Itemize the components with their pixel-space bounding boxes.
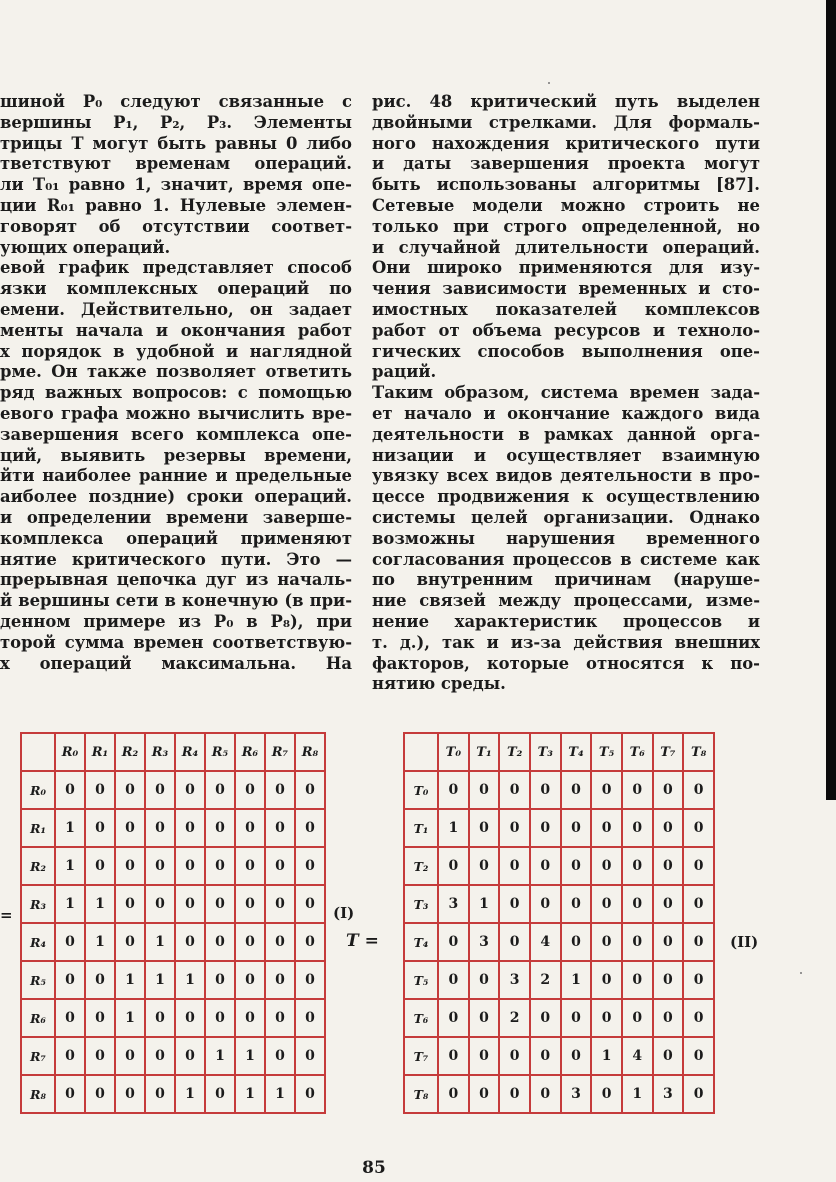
matrix-cell: 1 <box>469 885 500 923</box>
matrix-cell: 0 <box>115 809 145 847</box>
text-line: двойными стрелками. Для формаль- <box>372 112 760 132</box>
matrix-cell: 1 <box>85 885 115 923</box>
matrix-cell: 0 <box>591 847 622 885</box>
matrix-cell: 0 <box>115 847 145 885</box>
text-line: аиболее поздние) сроки операций. <box>0 487 352 507</box>
matrix-row-header: T₂ <box>404 847 438 885</box>
matrix-cell: 0 <box>295 1037 325 1075</box>
matrix-cell: 0 <box>683 809 714 847</box>
matrix-cell: 0 <box>205 1075 235 1113</box>
matrix-cell: 0 <box>653 923 684 961</box>
matrix-cell: 0 <box>653 809 684 847</box>
matrix-cell: 0 <box>653 847 684 885</box>
matrix-row <box>404 1037 714 1075</box>
matrix-cell: 0 <box>469 847 500 885</box>
matrix-cell: 1 <box>235 1075 265 1113</box>
text-line: нятию среды. <box>372 674 506 694</box>
text-line: йти наиболее ранние и предельные <box>0 466 352 486</box>
matrix-cell: 0 <box>469 1075 500 1113</box>
matrix-cell: 0 <box>235 961 265 999</box>
matrix-r-equals-sign: = <box>0 906 13 924</box>
left-text-column <box>0 92 352 674</box>
matrix-cell: 0 <box>591 923 622 961</box>
matrix-cell: 0 <box>438 1037 469 1075</box>
text-line: ли T₀₁ равно 1, значит, время опе- <box>0 175 352 195</box>
matrix-cell: 0 <box>530 1075 561 1113</box>
matrix-row <box>404 809 714 847</box>
matrix-cell: 0 <box>530 885 561 923</box>
matrix-cell: 0 <box>175 999 205 1037</box>
matrix-column-header: T₃ <box>530 733 561 771</box>
matrix-cell: 0 <box>175 923 205 961</box>
matrix-cell: 1 <box>622 1075 653 1113</box>
matrix-cell: 0 <box>115 885 145 923</box>
text-line: язки комплексных операций по <box>0 279 352 299</box>
matrix-column-header: T₆ <box>622 733 653 771</box>
matrix-cell: 1 <box>145 923 175 961</box>
matrix-cell: 0 <box>499 847 530 885</box>
matrix-column-header: R₇ <box>265 733 295 771</box>
matrix-cell: 0 <box>265 809 295 847</box>
matrix-cell: 0 <box>205 771 235 809</box>
matrix-cell: 1 <box>85 923 115 961</box>
text-line: говорят об отсутствии соответ- <box>0 216 352 236</box>
matrix-cell: 0 <box>683 1075 714 1113</box>
text-line: Сетевые модели можно строить не <box>372 195 760 215</box>
matrix-corner-cell <box>404 733 438 771</box>
matrix-cell: 0 <box>55 961 85 999</box>
matrix-cell: 0 <box>530 847 561 885</box>
matrix-row <box>21 771 325 809</box>
matrix-column-header: R₁ <box>85 733 115 771</box>
matrix-r-table <box>20 732 326 1114</box>
matrix-cell: 1 <box>265 1075 295 1113</box>
matrix-cell: 0 <box>115 923 145 961</box>
text-line: по внутренним причинам (наруше- <box>372 570 760 590</box>
matrix-row <box>21 1075 325 1113</box>
matrix-cell: 0 <box>561 809 592 847</box>
text-line: ряд важных вопросов: с помощью <box>0 383 352 403</box>
matrix-cell: 0 <box>205 809 235 847</box>
matrix-column-header: T₇ <box>653 733 684 771</box>
matrix-cell: 0 <box>295 961 325 999</box>
text-line: евого графа можно вычислить вре- <box>0 403 352 423</box>
matrix-cell: 1 <box>55 809 85 847</box>
matrix-row-header: T₀ <box>404 771 438 809</box>
text-line: прерывная цепочка дуг из началь- <box>0 570 352 590</box>
matrix-cell: 0 <box>85 809 115 847</box>
matrix-row <box>404 999 714 1037</box>
matrix-cell: 0 <box>175 847 205 885</box>
matrix-cell: 0 <box>653 961 684 999</box>
matrix-column-header: R₂ <box>115 733 145 771</box>
matrix-t-symbol: T = <box>346 931 379 951</box>
matrix-cell: 0 <box>235 885 265 923</box>
matrix-cell: 0 <box>683 771 714 809</box>
matrix-cell: 0 <box>622 847 653 885</box>
text-line: возможны нарушения временного <box>372 528 760 548</box>
matrix-cell: 0 <box>55 1075 85 1113</box>
matrix-cell: 0 <box>295 847 325 885</box>
text-line: деятельности в рамках данной орга- <box>372 424 760 444</box>
matrix-cell: 4 <box>622 1037 653 1075</box>
matrix-cell: 0 <box>55 999 85 1037</box>
matrix-cell: 0 <box>683 961 714 999</box>
text-line: ций, выявить резервы времени, <box>0 445 352 465</box>
text-line: х порядок в удобной и наглядной <box>0 341 352 361</box>
matrix-row-header: R₇ <box>21 1037 55 1075</box>
matrix-cell: 0 <box>55 1037 85 1075</box>
text-line: имостных показателей комплексов <box>372 299 760 319</box>
text-line: нение характеристик процессов и <box>372 611 760 631</box>
matrix-cell: 0 <box>591 885 622 923</box>
text-line: рис. 48 критический путь выделен <box>372 92 760 111</box>
matrix-column-header: R₆ <box>235 733 265 771</box>
matrix-cell: 0 <box>438 847 469 885</box>
matrix-cell: 0 <box>499 809 530 847</box>
matrix-cell: 0 <box>55 923 85 961</box>
matrix-cell: 0 <box>265 847 295 885</box>
matrix-row-header: T₅ <box>404 961 438 999</box>
matrix-cell: 0 <box>622 885 653 923</box>
matrix-row-header: T₁ <box>404 809 438 847</box>
matrix-row-header: R₃ <box>21 885 55 923</box>
matrix-cell: 0 <box>683 923 714 961</box>
text-line: тветствуют временам операций. <box>0 154 352 174</box>
text-line: денном примере из P₀ в P₈), при <box>0 611 352 631</box>
text-line: согласования процессов в системе как <box>372 549 760 569</box>
matrix-cell: 1 <box>55 847 85 885</box>
matrix-column-header: T₂ <box>499 733 530 771</box>
matrix-row <box>21 809 325 847</box>
page-number: 85 <box>362 1158 386 1178</box>
matrix-cell: 0 <box>469 1037 500 1075</box>
matrix-cell: 1 <box>55 885 85 923</box>
matrix-cell: 0 <box>55 771 85 809</box>
matrix-row <box>21 1037 325 1075</box>
text-line: Они широко применяются для изу- <box>372 258 760 278</box>
matrix-cell: 0 <box>561 1037 592 1075</box>
text-line: факторов, которые относятся к по- <box>372 653 760 673</box>
matrix-cell: 0 <box>265 923 295 961</box>
matrix-cell: 0 <box>683 1037 714 1075</box>
matrix-cell: 0 <box>683 999 714 1037</box>
text-line: только при строго определенной, но <box>372 216 760 236</box>
text-line: гических способов выполнения опе- <box>372 341 760 361</box>
matrix-cell: 0 <box>499 1075 530 1113</box>
matrix-cell: 0 <box>205 961 235 999</box>
matrix-cell: 0 <box>622 809 653 847</box>
matrix-row <box>404 923 714 961</box>
text-line: ет начало и окончание каждого вида <box>372 403 760 423</box>
matrix-cell: 3 <box>469 923 500 961</box>
matrix-cell: 0 <box>469 809 500 847</box>
matrix-cell: 0 <box>85 1075 115 1113</box>
matrix-column-header: T₁ <box>469 733 500 771</box>
text-line: увязку всех видов деятельности в про- <box>372 466 760 486</box>
matrix-cell: 0 <box>175 771 205 809</box>
matrix-column-header: T₄ <box>561 733 592 771</box>
matrix-cell: 0 <box>622 961 653 999</box>
matrix-cell: 0 <box>622 999 653 1037</box>
matrix-cell: 0 <box>499 923 530 961</box>
matrix-cell: 0 <box>438 771 469 809</box>
matrix-column-header: R₈ <box>295 733 325 771</box>
text-line: трицы T могут быть равны 0 либо <box>0 133 352 153</box>
matrix-cell: 0 <box>530 771 561 809</box>
matrix-cell: 0 <box>85 1037 115 1075</box>
text-line: раций. <box>372 362 437 382</box>
text-line: торой сумма времен соответствую- <box>0 632 352 652</box>
matrix-cell: 0 <box>295 771 325 809</box>
matrix-row <box>404 961 714 999</box>
text-line: ние связей между процессами, изме- <box>372 591 760 611</box>
matrix-cell: 0 <box>85 847 115 885</box>
matrix-cell: 4 <box>530 923 561 961</box>
matrix-cell: 2 <box>499 999 530 1037</box>
matrix-cell: 0 <box>683 847 714 885</box>
matrix-column-header: T₅ <box>591 733 622 771</box>
matrix-cell: 0 <box>530 809 561 847</box>
matrix-cell: 1 <box>205 1037 235 1075</box>
matrix-cell: 0 <box>265 961 295 999</box>
matrix-row-header: T₈ <box>404 1075 438 1113</box>
matrix-cell: 1 <box>175 1075 205 1113</box>
matrix-cell: 0 <box>591 961 622 999</box>
matrix-row-header: T₆ <box>404 999 438 1037</box>
matrix-column-header: T₈ <box>683 733 714 771</box>
matrix-row-header: R₁ <box>21 809 55 847</box>
matrix-cell: 0 <box>469 961 500 999</box>
matrix-cell: 0 <box>653 999 684 1037</box>
matrix-cell: 0 <box>530 999 561 1037</box>
matrix-cell: 0 <box>499 771 530 809</box>
paper-speck <box>548 82 550 84</box>
matrix-cell: 0 <box>175 885 205 923</box>
matrix-cell: 0 <box>205 999 235 1037</box>
matrix-cell: 0 <box>145 1075 175 1113</box>
matrix-cell: 0 <box>295 923 325 961</box>
matrix-cell: 0 <box>205 923 235 961</box>
matrix-cell: 0 <box>145 847 175 885</box>
matrix-cell: 0 <box>438 961 469 999</box>
matrix-cell: 0 <box>653 771 684 809</box>
text-line: чения зависимости временных и сто- <box>372 279 760 299</box>
matrix-cell: 0 <box>265 1037 295 1075</box>
right-text-column <box>372 92 760 695</box>
matrix-cell: 0 <box>145 999 175 1037</box>
text-line: шиной P₀ следуют связанные с <box>0 92 352 111</box>
matrix-cell: 1 <box>115 999 145 1037</box>
matrix-cell: 3 <box>499 961 530 999</box>
matrix-cell: 0 <box>438 999 469 1037</box>
text-line: цессе продвижения к осуществлению <box>372 487 760 507</box>
text-line: и случайной длительности операций. <box>372 237 760 257</box>
text-line: и определении времени заверше- <box>0 507 352 527</box>
matrix-cell: 0 <box>205 885 235 923</box>
matrix-cell: 0 <box>235 847 265 885</box>
matrix-t-table <box>403 732 715 1114</box>
matrix-cell: 0 <box>235 809 265 847</box>
matrix-r-equation-label: (I) <box>333 904 355 922</box>
matrix-cell: 0 <box>591 999 622 1037</box>
text-line: Таким образом, система времен зада- <box>372 383 760 403</box>
matrix-cell: 1 <box>561 961 592 999</box>
matrix-row-header: R₈ <box>21 1075 55 1113</box>
matrix-column-header: R₅ <box>205 733 235 771</box>
matrix-cell: 0 <box>438 923 469 961</box>
text-line: менты начала и окончания работ <box>0 320 352 340</box>
text-line: комплекса операций применяют <box>0 528 352 548</box>
matrix-cell: 0 <box>561 847 592 885</box>
matrix-cell: 0 <box>622 923 653 961</box>
matrix-cell: 0 <box>145 771 175 809</box>
text-line: емени. Действительно, он задает <box>0 299 352 319</box>
text-line: нятие критического пути. Это — <box>0 549 352 569</box>
matrix-cell: 0 <box>265 771 295 809</box>
matrix-row-header: R₀ <box>21 771 55 809</box>
matrix-cell: 0 <box>499 1037 530 1075</box>
matrix-cell: 1 <box>115 961 145 999</box>
matrix-cell: 1 <box>175 961 205 999</box>
matrix-cell: 0 <box>85 999 115 1037</box>
matrix-cell: 0 <box>265 999 295 1037</box>
matrix-row <box>404 1075 714 1113</box>
matrix-column-header: T₀ <box>438 733 469 771</box>
matrix-cell: 0 <box>438 1075 469 1113</box>
matrix-cell: 0 <box>295 809 325 847</box>
matrix-column-header: R₄ <box>175 733 205 771</box>
page-edge-shadow <box>826 0 836 800</box>
matrix-cell: 0 <box>469 771 500 809</box>
text-line: т. д.), так и из-за действия внешних <box>372 632 760 652</box>
text-line: евой график представляет способ <box>0 258 352 278</box>
matrix-cell: 0 <box>622 771 653 809</box>
text-line: ного нахождения критического пути <box>372 133 760 153</box>
matrix-cell: 0 <box>295 1075 325 1113</box>
matrix-cell: 0 <box>145 1037 175 1075</box>
matrix-cell: 0 <box>235 771 265 809</box>
matrix-cell: 1 <box>145 961 175 999</box>
matrix-cell: 0 <box>561 771 592 809</box>
text-line: завершения всего комплекса опе- <box>0 424 352 444</box>
matrix-row-header: T₇ <box>404 1037 438 1075</box>
text-line: работ от объема ресурсов и техноло- <box>372 320 760 340</box>
matrix-cell: 2 <box>530 961 561 999</box>
matrix-cell: 3 <box>438 885 469 923</box>
matrix-cell: 0 <box>591 809 622 847</box>
matrix-cell: 0 <box>591 771 622 809</box>
matrix-cell: 0 <box>469 999 500 1037</box>
matrix-cell: 0 <box>85 771 115 809</box>
matrix-cell: 0 <box>235 999 265 1037</box>
text-line: быть использованы алгоритмы [87]. <box>372 175 760 195</box>
matrix-cell: 0 <box>591 1075 622 1113</box>
matrix-cell: 0 <box>653 885 684 923</box>
matrix-cell: 0 <box>115 1037 145 1075</box>
paper-speck <box>800 972 802 974</box>
matrix-column-header: R₀ <box>55 733 85 771</box>
matrix-corner-cell <box>21 733 55 771</box>
matrix-cell: 0 <box>175 809 205 847</box>
matrix-cell: 0 <box>115 771 145 809</box>
matrix-cell: 0 <box>561 885 592 923</box>
matrix-row <box>404 771 714 809</box>
matrix-cell: 0 <box>683 885 714 923</box>
text-line: рме. Он также позволяет ответить <box>0 362 352 382</box>
text-line: низации и осуществляет взаимную <box>372 445 760 465</box>
matrix-cell: 0 <box>85 961 115 999</box>
matrix-cell: 0 <box>530 1037 561 1075</box>
matrix-cell: 0 <box>175 1037 205 1075</box>
matrix-cell: 1 <box>438 809 469 847</box>
matrix-cell: 0 <box>295 999 325 1037</box>
matrix-cell: 0 <box>295 885 325 923</box>
matrix-row <box>21 999 325 1037</box>
matrix-row <box>21 961 325 999</box>
matrix-row-header: R₅ <box>21 961 55 999</box>
matrix-cell: 3 <box>561 1075 592 1113</box>
text-line: системы целей организации. Однако <box>372 507 760 527</box>
matrix-cell: 0 <box>499 885 530 923</box>
matrix-row <box>404 885 714 923</box>
matrix-row-header: T₄ <box>404 923 438 961</box>
matrix-row <box>21 885 325 923</box>
matrix-cell: 3 <box>653 1075 684 1113</box>
matrix-cell: 0 <box>653 1037 684 1075</box>
matrix-row <box>21 847 325 885</box>
matrix-cell: 0 <box>115 1075 145 1113</box>
matrix-row-header: R₄ <box>21 923 55 961</box>
matrix-cell: 0 <box>145 809 175 847</box>
text-line: вершины P₁, P₂, P₃. Элементы <box>0 112 352 132</box>
matrix-cell: 0 <box>561 923 592 961</box>
text-line: и даты завершения проекта могут <box>372 154 760 174</box>
matrix-row <box>21 923 325 961</box>
matrix-cell: 1 <box>235 1037 265 1075</box>
matrix-cell: 0 <box>265 885 295 923</box>
text-line: х операций максимальна. На <box>0 653 352 673</box>
matrix-cell: 1 <box>591 1037 622 1075</box>
text-line: й вершины сети в конечную (в при- <box>0 591 352 611</box>
matrix-cell: 0 <box>561 999 592 1037</box>
matrix-column-header: R₃ <box>145 733 175 771</box>
matrix-cell: 0 <box>205 847 235 885</box>
matrix-cell: 0 <box>235 923 265 961</box>
matrix-row-header: T₃ <box>404 885 438 923</box>
text-line: ующих операций. <box>0 237 171 257</box>
matrix-row-header: R₆ <box>21 999 55 1037</box>
matrix-row-header: R₂ <box>21 847 55 885</box>
matrix-t-equation-label: (II) <box>730 933 759 951</box>
text-line: ции R₀₁ равно 1. Нулевые элемен- <box>0 195 352 215</box>
matrix-row <box>404 847 714 885</box>
matrix-cell: 0 <box>145 885 175 923</box>
